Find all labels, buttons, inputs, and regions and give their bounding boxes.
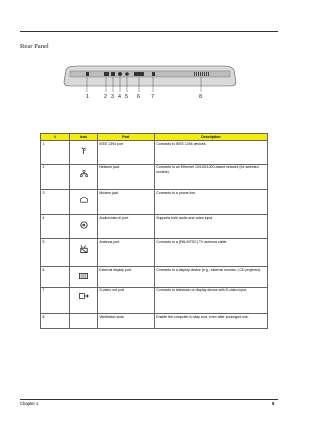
- port-name: Ventilation slots: [97, 314, 154, 329]
- callout-1: 1: [86, 94, 89, 100]
- ieee1394-icon: [80, 147, 87, 154]
- port-name: Antenna port: [97, 239, 154, 267]
- header-number: #: [41, 134, 70, 141]
- footer-rule: [20, 399, 278, 400]
- port-name: Modem jack: [97, 190, 154, 215]
- row-number: 7: [41, 287, 70, 314]
- callout-2: 2: [104, 94, 107, 100]
- row-number: 1: [41, 141, 70, 165]
- port-description: Connects to an Ethernet 10/100/1000-based network (for selected models).: [154, 164, 267, 190]
- section-title: Rear Panel: [20, 43, 49, 50]
- port-name: IEEE 1394 port: [97, 141, 154, 165]
- table-row: [41, 190, 268, 215]
- callout-7: 7: [151, 94, 154, 100]
- port-description: Enable the computer to stay cool, even after prolonged use.: [154, 314, 267, 329]
- row-number: 4: [41, 214, 70, 239]
- footer-page-number: 9: [272, 401, 275, 406]
- ports-table: [40, 133, 268, 329]
- header-icon: Icon: [70, 134, 98, 141]
- table-row: [41, 141, 268, 165]
- row-number: 2: [41, 164, 70, 190]
- port-name: Audio/video in port: [97, 214, 154, 239]
- row-number: 5: [41, 239, 70, 267]
- callout-5: 5: [125, 94, 128, 100]
- callout-6: 6: [137, 94, 140, 100]
- callout-3: 3: [111, 94, 114, 100]
- port-name: Network jack: [97, 164, 154, 190]
- table-row: [41, 214, 268, 239]
- port-description: Connects to a phone line.: [154, 190, 267, 215]
- port-description: Connects to a display device (e.g., external monitor, LCD projector).: [154, 266, 267, 287]
- table-row: [41, 287, 268, 314]
- port-description: Supports both audio and video input.: [154, 214, 267, 239]
- header-description: Description: [154, 134, 267, 141]
- port-description: Connects to a (PAL/NTSC) TV antenna cable.: [154, 239, 267, 267]
- svideo-out-icon: [79, 293, 89, 299]
- row-icon-empty: [70, 314, 98, 329]
- table-row: [41, 266, 268, 287]
- top-rule: [20, 31, 278, 32]
- network-icon: [80, 170, 88, 177]
- table-header-row: [41, 134, 268, 141]
- callout-8: 8: [199, 94, 202, 100]
- port-description: Connects to IEEE 1394 devices.: [154, 141, 267, 165]
- callout-labels: [0, 94, 300, 106]
- table-row: [41, 239, 268, 267]
- port-name: S-video out port: [97, 287, 154, 314]
- row-number: 6: [41, 266, 70, 287]
- modem-icon: [80, 196, 88, 203]
- antenna-icon: [80, 245, 88, 253]
- callout-4: 4: [118, 94, 121, 100]
- table-row: [41, 314, 268, 329]
- row-number: 8: [41, 314, 70, 329]
- audio-video-icon: [80, 221, 88, 229]
- display-port-icon: [79, 273, 88, 279]
- port-description: Connects to television or display device with S-video input.: [154, 287, 267, 314]
- footer-chapter: Chapter 1: [20, 401, 39, 406]
- header-port: Port: [97, 134, 154, 141]
- port-name: External display port: [97, 266, 154, 287]
- table-row: [41, 164, 268, 190]
- row-number: 3: [41, 190, 70, 215]
